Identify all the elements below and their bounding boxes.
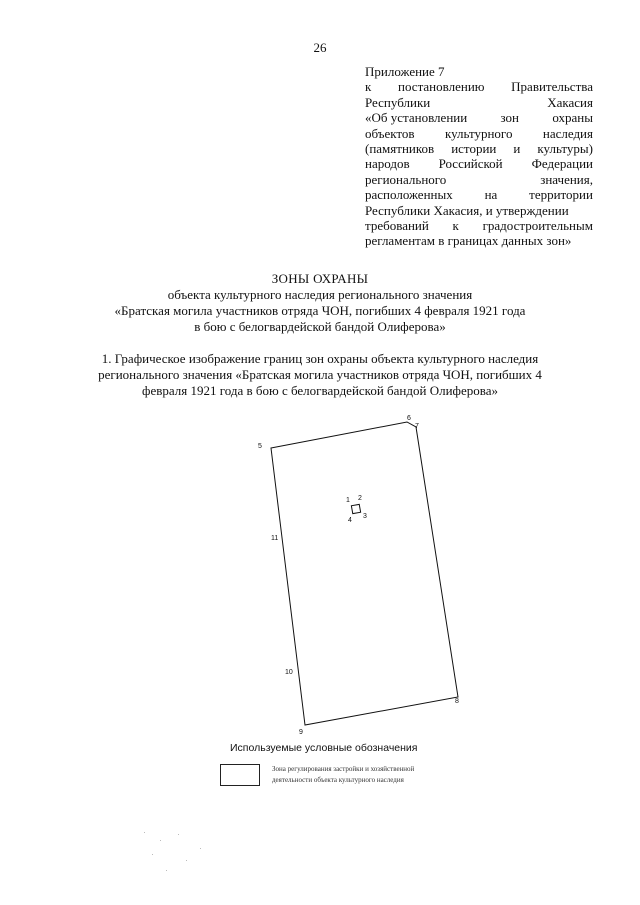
appendix-word: Республики [365, 94, 431, 110]
legend-item [272, 764, 414, 786]
appendix-line [365, 126, 593, 141]
appendix-line [365, 203, 593, 218]
appendix-word: к [365, 79, 372, 95]
appendix-word: Российской [438, 156, 503, 172]
boundary-plan [250, 412, 480, 742]
appendix-word: территории [529, 187, 593, 203]
point-label-3: 3 [363, 513, 367, 520]
section-line-3: февраля 1921 года в бою с белогвардейской бандой Олиферова» [142, 383, 498, 398]
appendix-word: «Об установлении [365, 110, 468, 126]
point-label-10: 10 [285, 669, 293, 676]
appendix-word: значения, [540, 171, 593, 187]
point-label-5: 5 [258, 443, 262, 450]
section-line-2: регионального значения «Братская могила участников отряда ЧОН, погибших 4 [98, 367, 542, 382]
appendix-word: (памятников [365, 141, 435, 157]
appendix-line [365, 156, 593, 171]
appendix-line: Приложение 7 [365, 64, 445, 79]
point-label-1: 1 [346, 497, 350, 504]
point-label-6: 6 [407, 415, 411, 422]
scan-noise [140, 830, 220, 880]
document-title [0, 271, 640, 335]
protection-zone-boundary [271, 422, 458, 725]
appendix-line [365, 141, 593, 156]
point-label-9: 9 [299, 729, 303, 736]
appendix-line [365, 218, 593, 233]
page-number: 26 [313, 40, 327, 55]
appendix-word: Республики Хакасия, и утверждении [365, 202, 569, 218]
appendix-word: Правительства [511, 79, 593, 95]
appendix-header [365, 64, 593, 249]
legend-title: Используемые условные обозначения [230, 742, 418, 754]
appendix-word: культурного [444, 125, 513, 141]
appendix-line [365, 110, 593, 125]
appendix-word: объектов [365, 125, 415, 141]
appendix-word: расположенных [365, 187, 453, 203]
appendix-word: регионального [365, 171, 447, 187]
legend-swatch [220, 764, 260, 786]
point-label-7: 7 [415, 423, 419, 430]
appendix-word: постановлению [398, 79, 485, 95]
point-label-8: 8 [455, 698, 459, 705]
title-line-1: объекта культурного наследия регионального значения [167, 287, 473, 302]
title-line-2: «Братская могила участников отряда ЧОН, погибших 4 февраля 1921 года [114, 303, 526, 318]
appendix-word: культуры) [537, 141, 593, 157]
appendix-word: охраны [552, 110, 593, 126]
appendix-line [365, 79, 593, 94]
appendix-word: к [452, 218, 459, 234]
title-line-3: в бою с белогвардейской бандой Олиферова» [194, 319, 446, 334]
appendix-word: и [513, 141, 521, 157]
appendix-line [365, 172, 593, 187]
appendix-line [365, 95, 593, 110]
legend-item-line-2: деятельности объекта культурного наследия [272, 776, 404, 784]
section-line-1: 1. Графическое изображение границ зон охраны объекта культурного наследия [101, 351, 539, 366]
appendix-word: Федерации [531, 156, 593, 172]
point-label-11: 11 [271, 535, 279, 542]
appendix-line: регламентам в границах данных зон» [365, 233, 572, 249]
appendix-word: истории [451, 141, 497, 157]
object-marker [351, 504, 360, 513]
appendix-word: наследия [542, 125, 593, 141]
title-main: ЗОНЫ ОХРАНЫ [271, 271, 369, 286]
appendix-word: на [484, 187, 498, 203]
appendix-word: зон [500, 110, 520, 126]
appendix-word: Хакасия [547, 94, 593, 110]
appendix-word: народов [365, 156, 410, 172]
point-label-4: 4 [348, 517, 352, 524]
point-label-2: 2 [358, 495, 362, 502]
section-heading [0, 351, 640, 399]
legend-item-line-1: Зона регулирования застройки и хозяйственной [272, 765, 415, 773]
appendix-line [365, 187, 593, 202]
appendix-word: требований [365, 218, 429, 234]
appendix-word: градостроительным [482, 218, 593, 234]
